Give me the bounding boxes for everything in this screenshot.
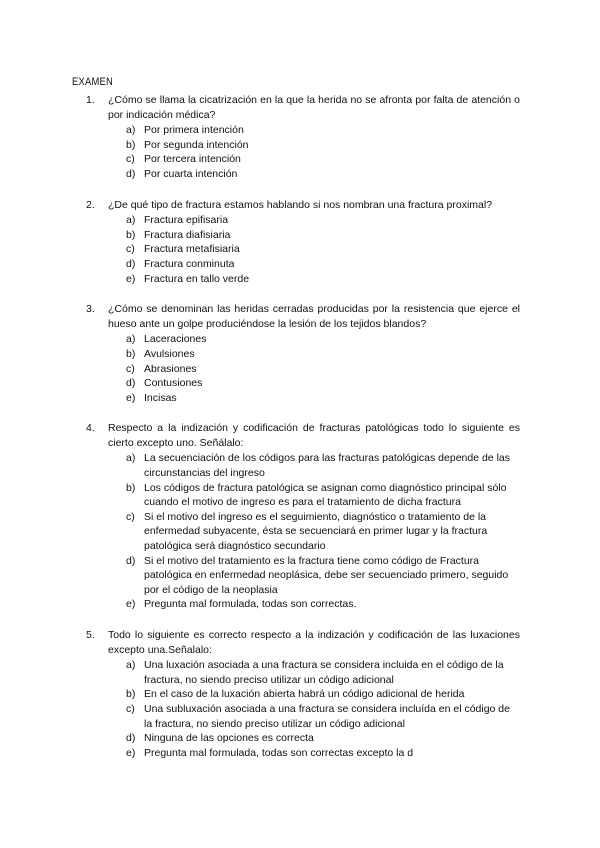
answer-option bbox=[0, 597, 600, 612]
question-text: ¿De qué tipo de fractura estamos hablando si nos nombran una fractura proximal? bbox=[108, 198, 493, 211]
option-text: Si el motivo del ingreso es el seguimiento, diagnóstico o tratamiento de la enfermedad subyacente, ésta se secuenciará en primer lugar y la fractura patológica será diagnóstico secundario bbox=[144, 510, 488, 553]
option-letter: c) bbox=[126, 702, 135, 715]
question-1 bbox=[0, 93, 600, 182]
question-number: 2. bbox=[86, 198, 95, 211]
option-text: Fractura diafisiaria bbox=[144, 228, 231, 241]
question-number: 3. bbox=[86, 303, 95, 316]
answer-option bbox=[0, 510, 600, 554]
option-text: Una luxación asociada a una fractura se considera incluida en el código de la fractura, no siendo preciso utilizar un código adicional bbox=[144, 659, 504, 686]
option-list bbox=[0, 658, 600, 760]
question-4 bbox=[0, 421, 600, 612]
question-text: Respecto a la indización y codificación de fracturas patológicas todo lo siguiente es cierto excepto uno. Señálalo: bbox=[108, 422, 520, 449]
answer-option bbox=[0, 362, 600, 377]
answer-option bbox=[0, 228, 600, 243]
option-text: Por tercera intención bbox=[144, 153, 241, 166]
question-number: 1. bbox=[86, 94, 95, 106]
option-letter: d) bbox=[126, 554, 136, 567]
option-list bbox=[0, 451, 600, 612]
option-letter: b) bbox=[126, 228, 136, 241]
answer-option bbox=[0, 481, 600, 510]
answer-option bbox=[0, 391, 600, 406]
option-letter: b) bbox=[126, 481, 136, 494]
option-letter: b) bbox=[126, 688, 136, 701]
option-letter: c) bbox=[126, 510, 135, 523]
option-text: Laceraciones bbox=[144, 333, 207, 346]
answer-option bbox=[0, 257, 600, 272]
option-text: Ninguna de las opciones es correcta bbox=[144, 732, 314, 745]
option-letter: a) bbox=[126, 214, 136, 227]
answer-option bbox=[0, 213, 600, 228]
question-2 bbox=[0, 198, 600, 287]
option-letter: a) bbox=[126, 659, 136, 672]
option-text: Avulsiones bbox=[144, 347, 195, 360]
option-letter: a) bbox=[126, 333, 136, 346]
option-text: Por primera intención bbox=[144, 124, 244, 137]
question-text: ¿Cómo se llama la cicatrización en la que la herida no se afronta por falta de atención o por indicación médica? bbox=[108, 94, 520, 121]
option-letter: a) bbox=[126, 452, 136, 465]
option-letter: c) bbox=[126, 243, 135, 256]
option-letter: b) bbox=[126, 138, 136, 151]
option-list bbox=[0, 123, 600, 181]
answer-option bbox=[0, 554, 600, 598]
option-text: Los códigos de fractura patológica se asignan como diagnóstico principal sólo cuando el motivo de ingreso es para el tratamiento de dicha fractura bbox=[144, 481, 507, 509]
option-text: Por cuarta intención bbox=[144, 167, 238, 180]
answer-option bbox=[0, 152, 600, 167]
option-letter: e) bbox=[126, 391, 136, 404]
option-text: Fractura epifisaria bbox=[144, 214, 229, 227]
option-text: En el caso de la luxación abierta habrá un código adicional de herida bbox=[144, 688, 465, 701]
option-letter: d) bbox=[126, 732, 136, 745]
answer-option bbox=[0, 272, 600, 287]
option-letter: c) bbox=[126, 362, 135, 375]
answer-option bbox=[0, 687, 600, 702]
answer-option bbox=[0, 451, 600, 480]
option-letter: e) bbox=[126, 272, 136, 285]
question-list bbox=[0, 93, 600, 776]
answer-option bbox=[0, 167, 600, 182]
option-letter: b) bbox=[126, 347, 136, 360]
option-text: Fractura conminuta bbox=[144, 257, 235, 270]
option-text: Por segunda intención bbox=[144, 138, 249, 151]
option-text: Fractura en tallo verde bbox=[144, 272, 250, 285]
option-letter: d) bbox=[126, 377, 136, 390]
answer-option bbox=[0, 731, 600, 746]
option-text: Una subluxación asociada a una fractura se considera incluída en el código de la fractura, no siendo preciso utilizar un código adicional bbox=[144, 702, 510, 730]
option-list bbox=[0, 213, 600, 286]
question-text: Todo lo siguiente es correcto respecto a la indización y codificación de las luxaciones excepto una.Señalalo: bbox=[108, 629, 520, 656]
option-letter: c) bbox=[126, 153, 135, 166]
question-text: ¿Cómo se denominan las heridas cerradas producidas por la resistencia que ejerce el hueso ante un golpe produciéndose la lesión de los tejidos blandos? bbox=[108, 303, 520, 330]
option-letter: d) bbox=[126, 257, 136, 270]
question-number: 4. bbox=[86, 422, 95, 435]
option-text: Fractura metafisiaria bbox=[144, 243, 240, 256]
option-text: Incisas bbox=[144, 391, 177, 404]
option-letter: e) bbox=[126, 746, 136, 759]
option-letter: a) bbox=[126, 124, 136, 137]
question-5 bbox=[0, 628, 600, 760]
answer-option bbox=[0, 658, 600, 687]
question-number: 5. bbox=[86, 629, 95, 641]
page-title: EXAMEN bbox=[72, 76, 114, 88]
option-text: Abrasiones bbox=[144, 362, 197, 375]
option-text: La secuenciación de los códigos para las fracturas patológicas depende de las circunstancias del ingreso bbox=[144, 452, 510, 480]
question-3 bbox=[0, 302, 600, 405]
answer-option bbox=[0, 123, 600, 138]
answer-option bbox=[0, 376, 600, 391]
answer-option bbox=[0, 242, 600, 257]
option-text: Pregunta mal formulada, todas son correctas excepto la d bbox=[144, 746, 414, 759]
option-letter: e) bbox=[126, 598, 136, 611]
option-text: Contusiones bbox=[144, 377, 203, 390]
option-text: Pregunta mal formulada, todas son correctas. bbox=[144, 598, 357, 611]
answer-option bbox=[0, 702, 600, 731]
answer-option bbox=[0, 746, 600, 761]
option-list bbox=[0, 332, 600, 405]
answer-option bbox=[0, 332, 600, 347]
option-letter: d) bbox=[126, 167, 136, 180]
answer-option bbox=[0, 347, 600, 362]
option-text: Si el motivo del tratamiento es la fractura tiene como código de Fractura patológica en enfermedad neoplásica, debe ser secuenciado primero, seguido por el código de la neoplasia bbox=[144, 554, 509, 596]
answer-option bbox=[0, 138, 600, 153]
